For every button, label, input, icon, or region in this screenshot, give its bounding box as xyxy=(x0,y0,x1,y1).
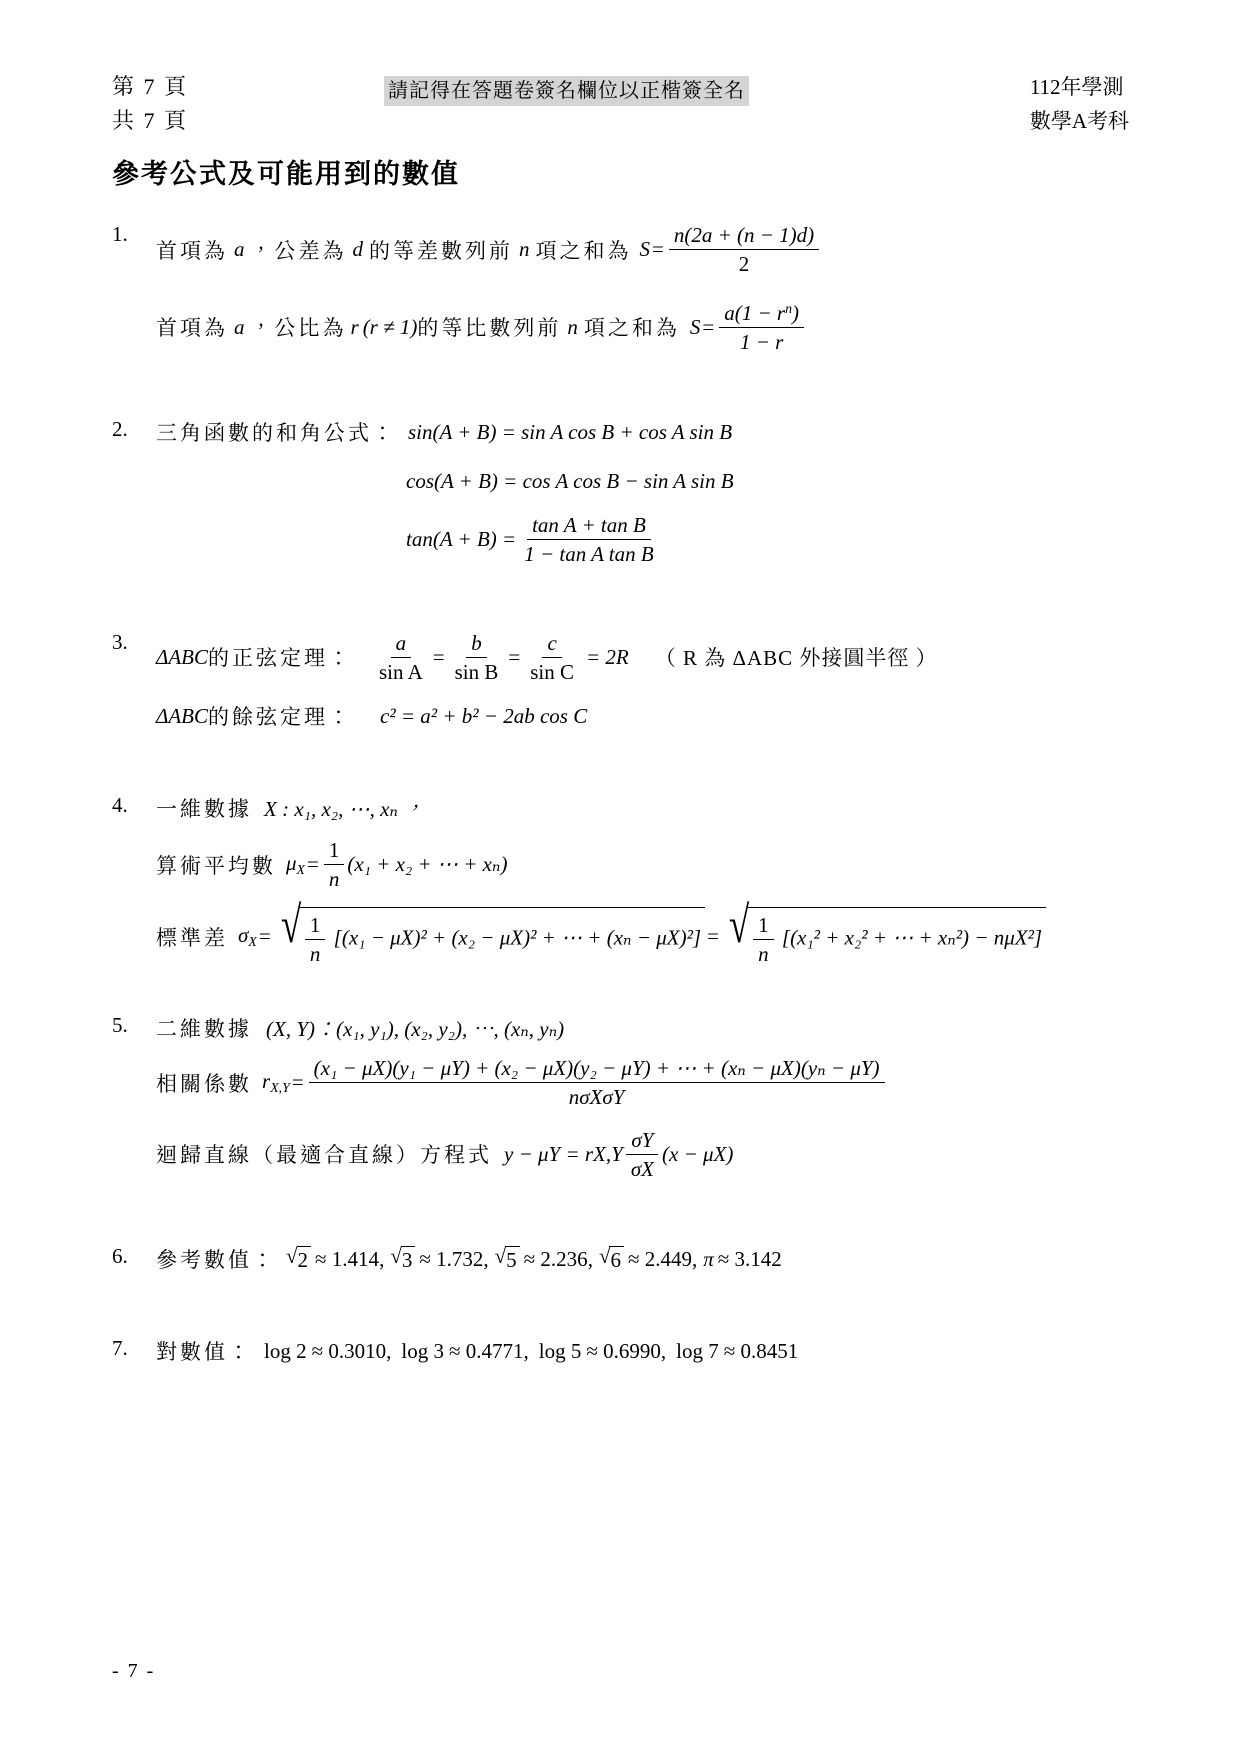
regression-rhs: (x − μX) xyxy=(662,1141,734,1166)
formula-item-5 xyxy=(112,1013,1132,1182)
fraction-numerator: $a(1 - r^n)$ xyxy=(719,300,804,328)
radicand: 6 xyxy=(609,1246,624,1273)
regression-sigma-fraction xyxy=(626,1127,659,1183)
exam-subject: 數學A考科 xyxy=(1029,109,1129,133)
item-number: 3. xyxy=(112,629,128,654)
std-dev-body-1: [(x₁ − μX)² + (x₂ − μX)² + ⋯ + (xₙ − μX)²] xyxy=(333,925,702,950)
formula-item-7 xyxy=(112,1336,1132,1366)
fraction-denominator: nσXσY xyxy=(568,1085,625,1110)
separator: , xyxy=(587,1246,593,1271)
std-dev-radical-1 xyxy=(273,896,705,968)
sqrt-5-value xyxy=(494,1243,520,1273)
fraction-numerator: c xyxy=(542,630,561,658)
item1b-condition: (r ≠ 1) xyxy=(362,314,418,339)
item1b-var-r: r xyxy=(350,314,359,339)
item1-text-4: 項之和為 xyxy=(535,238,632,263)
page-number-block xyxy=(112,70,188,138)
fraction-numerator: 1 xyxy=(753,912,774,940)
pi-symbol: π xyxy=(703,1246,714,1271)
mean-equals: = xyxy=(307,852,319,877)
item1-S: S xyxy=(639,237,650,262)
item-number: 1. xyxy=(112,222,128,246)
log-5-approx: ≈ 0.6990, xyxy=(586,1338,667,1363)
fraction-denominator: n xyxy=(309,941,321,966)
arithmetic-sum-fraction xyxy=(669,222,819,278)
inner-fraction xyxy=(753,912,774,968)
std-dev-symbol: $\sigma_X$ xyxy=(238,923,257,950)
page-header xyxy=(112,70,1129,142)
page-footer: - 7 - xyxy=(112,1660,156,1682)
formula-item-4 xyxy=(112,793,1132,967)
fraction-numerator: 1 xyxy=(324,837,345,865)
sqrt-5-approx: ≈ 2.236 xyxy=(523,1246,588,1271)
item1-equals: = xyxy=(652,237,664,262)
fraction-denominator: sin A xyxy=(379,659,423,684)
separator: , xyxy=(379,1246,385,1271)
item-number: 4. xyxy=(112,793,128,817)
law-sines-fraction-c xyxy=(525,630,579,686)
two-dim-data-label: 二維數據 xyxy=(156,1017,252,1041)
log-7-expr: log 7 xyxy=(676,1338,719,1363)
fraction-numerator: b xyxy=(466,630,487,658)
log-2-expr: log 2 xyxy=(264,1338,307,1363)
log-2-approx: ≈ 0.3010, xyxy=(311,1338,392,1363)
geometric-sum-fraction xyxy=(719,300,804,356)
correlation-symbol: $r_{X,Y}$ xyxy=(262,1069,290,1096)
fraction-denominator: sin B xyxy=(454,659,499,684)
fraction-numerator: 1 xyxy=(305,912,326,940)
item1-text-2: ，公差為 xyxy=(250,238,347,263)
item1b-S: S xyxy=(689,314,701,339)
one-dim-data-values: X : x₁, x₂, ⋯, xₙ ， xyxy=(264,797,425,821)
correlation-label: 相關係數 xyxy=(156,1071,252,1096)
std-dev-equals: = xyxy=(258,924,271,949)
radical-body xyxy=(300,907,705,968)
tan-sum-lhs: tan(A + B) = xyxy=(406,527,517,552)
item1-var-a: a xyxy=(234,237,245,262)
equals-2R: = 2R xyxy=(585,644,629,669)
sin-sum-formula: sin(A + B) = sin A cos B + cos A sin B xyxy=(408,419,733,444)
formula-item-1 xyxy=(112,222,1132,355)
radical-sign: √ xyxy=(728,896,750,954)
radical-body xyxy=(748,907,1046,968)
law-of-sines-label: 的正弦定理： xyxy=(208,646,352,671)
radical-sign: √ xyxy=(494,1243,507,1268)
fraction-denominator: sin C xyxy=(530,659,574,684)
fraction-numerator: n(2a + (n − 1)d) xyxy=(669,222,819,250)
sqrt-2-value xyxy=(276,1243,311,1273)
formula-item-6 xyxy=(112,1244,1132,1274)
law-sines-fraction-b xyxy=(450,630,504,686)
law-sines-fraction-a xyxy=(374,630,428,686)
sqrt-2-approx: ≈ 1.414 xyxy=(315,1246,380,1271)
radicand: 5 xyxy=(505,1246,520,1273)
item-number: 7. xyxy=(112,1336,128,1360)
page-title: 參考公式及可能用到的數值 xyxy=(112,159,460,189)
item1b-equals: = xyxy=(702,314,715,339)
fraction-numerator: a xyxy=(391,630,412,658)
radical-sign: √ xyxy=(390,1243,402,1268)
item-number: 5. xyxy=(112,1013,128,1037)
std-dev-body-2: [(x₁² + x₂² + ⋯ + xₙ²) − nμX²] xyxy=(781,925,1043,950)
radicand: 3 xyxy=(401,1246,416,1273)
mean-label: 算術平均數 xyxy=(156,853,276,878)
mean-expression: (x₁ + x₂ + ⋯ + xₙ) xyxy=(347,852,508,877)
exam-info-block xyxy=(1030,70,1129,138)
sqrt-6-approx: ≈ 2.449 xyxy=(627,1246,692,1271)
inner-fraction xyxy=(305,912,326,968)
fraction-numerator: σY xyxy=(626,1127,658,1155)
page-total: 共 7 頁 xyxy=(112,108,189,133)
item1-text-3: 的等差數列前 xyxy=(369,238,513,263)
equals-2: = xyxy=(508,644,521,669)
separator: , xyxy=(692,1246,698,1271)
item1b-var-a: a xyxy=(234,314,245,339)
fraction-denominator: 2 xyxy=(738,252,750,277)
item1b-var-n: n xyxy=(567,314,578,339)
fraction-denominator: 1 − tan A tan B xyxy=(524,542,654,567)
log-7-approx: ≈ 0.8451 xyxy=(723,1338,799,1363)
item1-text-1: 首項為 xyxy=(156,238,228,263)
fraction-denominator: 1 − r xyxy=(739,329,784,354)
fraction-denominator: n xyxy=(328,867,340,892)
item1-var-n: n xyxy=(519,237,530,262)
law-of-cosines-label: 的餘弦定理： xyxy=(208,705,352,729)
regression-lhs: y − μY = rX,Y xyxy=(504,1141,623,1166)
log-5-expr: log 5 xyxy=(538,1338,582,1363)
pi-approx: ≈ 3.142 xyxy=(717,1246,782,1271)
fraction-denominator: σX xyxy=(630,1156,654,1181)
tan-sum-fraction xyxy=(519,512,659,568)
std-dev-mid-equals: = xyxy=(707,924,719,949)
triangle-abc-label-2: ΔABC xyxy=(156,703,208,728)
mean-symbol: $\mu_X$ xyxy=(286,851,306,878)
item-number: 2. xyxy=(112,417,128,441)
fraction-numerator: tan A + tan B xyxy=(527,512,651,540)
mean-fraction xyxy=(324,837,345,893)
log-values-label: 對數值： xyxy=(156,1340,252,1364)
item1-var-d: d xyxy=(352,237,363,262)
item-number: 6. xyxy=(112,1244,128,1268)
formula-list xyxy=(112,222,1132,1366)
sqrt-6-value xyxy=(598,1243,624,1273)
formula-item-3 xyxy=(112,630,1132,732)
signature-notice: 請記得在答題卷簽名欄位以正楷簽全名 xyxy=(384,76,749,106)
log-3-expr: log 3 xyxy=(401,1338,444,1363)
item1b-text-1: 首項為 xyxy=(156,316,228,341)
std-dev-radical-2 xyxy=(721,896,1046,968)
equals-1: = xyxy=(432,644,445,669)
separator: , xyxy=(483,1246,489,1271)
two-dim-data-values: (X, Y)：(x₁, y₁), (x₂, y₂), ⋯, (xₙ, yₙ) xyxy=(266,1017,565,1041)
std-dev-label: 標準差 xyxy=(156,925,228,950)
sqrt-3-approx: ≈ 1.732 xyxy=(419,1246,484,1271)
item1b-text-4: 項之和為 xyxy=(583,316,680,341)
page-current: 第 7 頁 xyxy=(112,74,189,99)
fraction-numerator: (x₁ − μX)(y₁ − μY) + (x₂ − μX)(y₂ − μY) + ⋯ + (xₙ − μX)(yₙ − μY) xyxy=(309,1055,885,1083)
radical-sign: √ xyxy=(280,896,301,954)
log-3-approx: ≈ 0.4771, xyxy=(448,1338,529,1363)
radical-sign: √ xyxy=(286,1243,298,1268)
radical-sign: √ xyxy=(598,1243,611,1268)
one-dim-data-label: 一維數據 xyxy=(156,797,252,821)
law-of-cosines-formula: c² = a² + b² − 2ab cos C xyxy=(380,703,588,728)
item1b-text-3: 的等比數列前 xyxy=(417,316,562,341)
correlation-equals: = xyxy=(291,1070,304,1095)
formula-item-2 xyxy=(112,417,1132,568)
item2-label: 三角函數的和角公式： xyxy=(156,421,396,445)
cos-sum-formula: cos(A + B) = cos A cos B − sin A sin B xyxy=(406,469,734,493)
correlation-fraction xyxy=(309,1055,885,1111)
exam-year: 112年學測 xyxy=(1029,75,1124,99)
fraction-denominator: n xyxy=(758,941,769,966)
item1b-text-2: ，公比為 xyxy=(250,316,347,341)
circumradius-note: （ R 為 ΔABC 外接圓半徑 ） xyxy=(654,646,938,671)
sqrt-3-value xyxy=(390,1243,415,1273)
triangle-abc-label: ΔABC xyxy=(156,644,208,669)
reference-values-label: 參考數值： xyxy=(156,1248,276,1272)
regression-label: 迴歸直線（最適合直線）方程式 xyxy=(156,1143,492,1168)
radicand: 2 xyxy=(297,1246,312,1273)
